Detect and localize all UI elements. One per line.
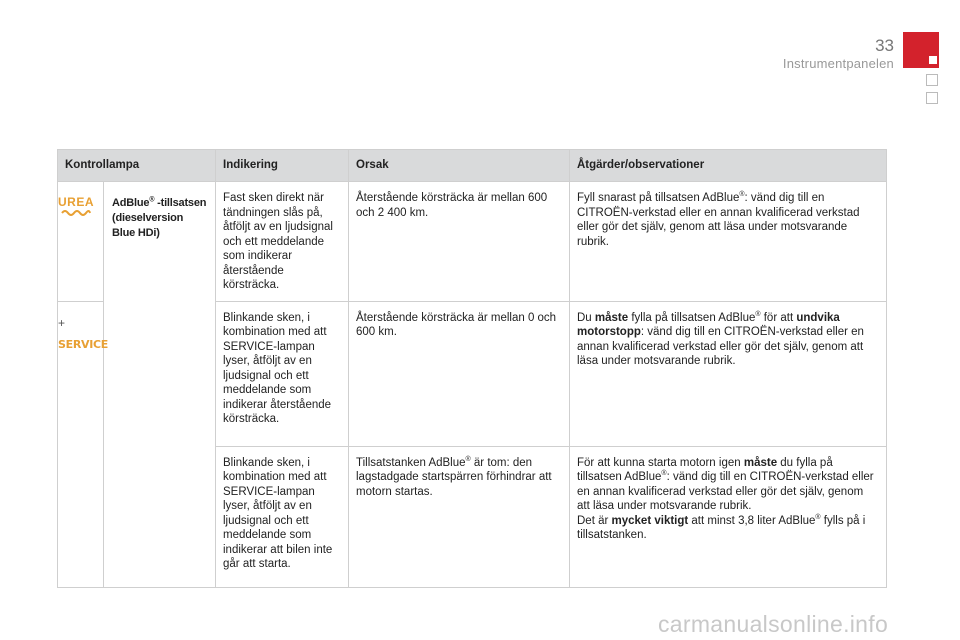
row3-orsak-sup: ®	[465, 455, 471, 463]
table-row	[58, 182, 887, 302]
row2-atgarder	[570, 301, 887, 446]
row3-text-b: du fylla på tillsatsen AdBlue	[577, 456, 833, 483]
row3-atgarder	[570, 446, 887, 587]
column-header-orsak: Orsak	[349, 150, 570, 182]
lamp-name-sup: ®	[149, 196, 155, 204]
lamp-name-part: AdBlue	[112, 197, 150, 209]
row3-text-d: Det är	[577, 514, 612, 527]
urea-wave-graphic	[61, 209, 91, 217]
lamp-name-cell	[104, 182, 216, 588]
row2-text-b: fylla på tillsatsen AdBlue	[628, 311, 756, 324]
lamp-icon-cell	[58, 182, 104, 302]
chapter-box-2[interactable]	[926, 92, 938, 104]
row1-atgarder	[570, 182, 887, 302]
section-title: Instrumentpanelen	[782, 56, 894, 71]
row3-text-e: att minst 3,8 liter AdBlue	[688, 514, 816, 527]
plus-sign: +	[58, 315, 66, 330]
row2-bold-avoid: undvika motorstopp	[577, 311, 840, 338]
row1-indikering: Fast sken direkt när tändningen slås på, åtföljt av en ljudsignal och ett meddelande som indikerar återstående körsträcka.	[216, 182, 349, 302]
row2-text-c: för att	[760, 311, 797, 324]
lamp-icon-cell	[58, 301, 108, 587]
row3-sup2: ®	[815, 513, 821, 521]
service-warning-icon: SERVICE	[58, 338, 108, 351]
row2-indikering: Blinkande sken, i kombination med att SERVICE-lampan lyser, åtföljt av en ljudsignal och ett meddelande som indikerar återstående körsträcka.	[216, 301, 349, 446]
urea-warning-icon	[58, 196, 94, 217]
row2-orsak: Återstående körsträcka är mellan 0 och 600 km.	[349, 301, 570, 446]
row2-bold-must: måste	[594, 311, 629, 324]
row2-text-d: : vänd dig till en CITROËN-verkstad eller en annan kvalificerad verkstad eller gör det själv, genom att läsa under motsvarande rubrik.	[577, 326, 864, 367]
row3-orsak	[349, 446, 570, 587]
row3-orsak-b: är tom: den lagstadgade startspärren förhindrar att motorn startas.	[356, 456, 552, 498]
row3-orsak-a: Tillsatstanken AdBlue	[356, 456, 466, 469]
warning-lamp-table	[57, 149, 887, 588]
chapter-box-1[interactable]	[926, 74, 938, 86]
row1-atgarder-text: Fyll snarast på tillsatsen AdBlue	[577, 192, 740, 204]
row2-sup: ®	[755, 310, 761, 318]
row3-text-c: : vänd dig till en CITROËN-verkstad eller en annan kvalificerad verkstad eller gör det själv, genom att läsa under motsvarande rubrik.	[577, 471, 874, 512]
row3-text-a: För att kunna starta motorn igen	[577, 456, 744, 469]
row3-bold-important: mycket viktigt	[611, 514, 689, 527]
page-number: 33	[875, 36, 894, 55]
row2-text-a: Du	[577, 311, 595, 324]
row3-text-f: fylls på i tillsatstanken.	[577, 514, 866, 541]
chapter-tab[interactable]	[903, 32, 939, 68]
table-header-row	[58, 150, 887, 182]
chapter-tab-marker	[929, 56, 937, 64]
column-header-indikering: Indikering	[216, 150, 349, 182]
lamp-name-part2: -tillsatsen (dieselversion Blue HDi)	[112, 197, 207, 239]
row3-indikering: Blinkande sken, i kombination med att SERVICE-lampan lyser, åtföljt av en ljudsignal och ett meddelande som indikerar att bilen inte går att starta.	[216, 446, 349, 587]
column-header-atgarder: Åtgärder/observationer	[570, 150, 887, 182]
row1-atgarder-text2: : vänd dig till en CITROËN-verkstad eller en annan kvalificerad verkstad eller gör det själv, genom att läsa under motsvarande rubrik.	[577, 192, 860, 248]
watermark: carmanualsonline.info	[658, 611, 889, 637]
row3-sup: ®	[661, 470, 667, 478]
row1-orsak: Återstående körsträcka är mellan 600 och 2 400 km.	[349, 182, 570, 302]
row1-atgarder-sup: ®	[739, 191, 745, 199]
column-header-kontrollampa: Kontrollampa	[58, 150, 216, 182]
urea-icon-label: UREA	[58, 195, 95, 209]
row3-bold-must: måste	[743, 456, 778, 469]
